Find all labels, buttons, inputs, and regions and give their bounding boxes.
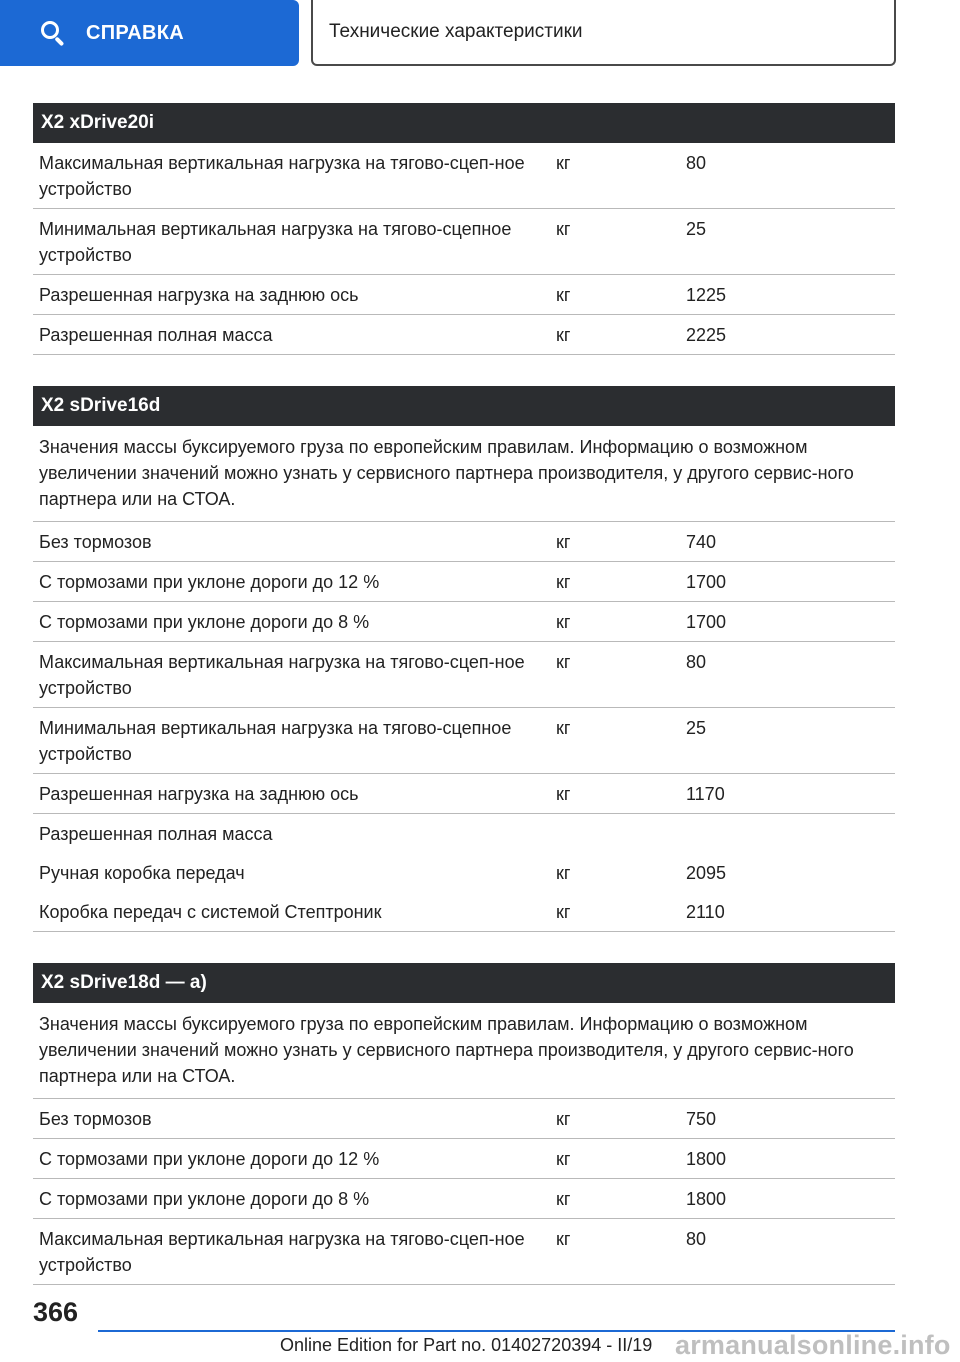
row-unit	[550, 814, 680, 853]
row-label: С тормозами при уклоне дороги до 8 %	[39, 612, 370, 632]
row-label: Коробка передач с системой Стептроник	[39, 902, 382, 922]
table-row	[33, 562, 895, 602]
row-label: Ручная коробка передач	[39, 863, 245, 883]
row-value: 740	[686, 532, 717, 552]
row-value: 1800	[686, 1189, 727, 1209]
block-title: X2 xDrive20i	[33, 103, 895, 143]
table-row	[33, 602, 895, 642]
row-value: 1170	[686, 784, 725, 804]
table-row	[33, 1099, 895, 1139]
row-value: 25	[686, 718, 707, 738]
table-row	[33, 275, 895, 315]
row-label: С тормозами при уклоне дороги до 8 %	[39, 1189, 370, 1209]
row-unit: кг	[556, 1189, 571, 1209]
table-row	[33, 315, 895, 355]
block-note: Значения массы буксируемого груза по европейским правилам. Информацию о возможном увеличении значений можно узнать у сервисного партнера производителя, у другого сервис-ного партнера или на СТОА.	[33, 1003, 895, 1099]
table-row	[33, 522, 895, 562]
search-icon	[40, 20, 66, 46]
row-unit: кг	[556, 219, 571, 239]
spec-tables	[33, 103, 895, 1316]
help-button[interactable]	[0, 0, 299, 66]
row-unit: кг	[556, 572, 571, 592]
row-label: Максимальная вертикальная нагрузка на тягово-сцеп-ное устройство	[39, 153, 525, 199]
watermark: armanualsonline.info	[675, 1330, 951, 1360]
row-unit: кг	[556, 863, 571, 883]
row-unit: кг	[556, 1149, 571, 1169]
row-unit: кг	[556, 153, 571, 173]
row-label: Минимальная вертикальная нагрузка на тягово-сцепное устройство	[39, 219, 512, 265]
row-unit: кг	[556, 902, 571, 922]
row-label: Разрешенная полная масса	[39, 824, 273, 844]
row-label: Максимальная вертикальная нагрузка на тягово-сцеп-ное устройство	[39, 1229, 525, 1275]
block-title: X2 sDrive16d	[33, 386, 895, 426]
help-label: СПРАВКА	[86, 21, 185, 44]
row-label: Минимальная вертикальная нагрузка на тягово-сцепное устройство	[39, 718, 512, 764]
table-row	[33, 814, 895, 853]
page-number: 366	[33, 1297, 79, 1327]
row-value: 25	[686, 219, 707, 239]
row-label: Разрешенная нагрузка на заднюю ось	[39, 784, 359, 804]
row-unit: кг	[556, 532, 571, 552]
table-row	[33, 209, 895, 275]
table-row	[33, 853, 895, 892]
row-value: 2225	[686, 325, 727, 345]
row-unit: кг	[556, 612, 571, 632]
row-value: 1700	[686, 572, 727, 592]
edition-text: Online Edition for Part no. 01402720394 - II/19	[280, 1335, 653, 1355]
row-unit: кг	[556, 1229, 571, 1249]
row-value: 1225	[686, 285, 727, 305]
row-value: 1800	[686, 1149, 727, 1169]
block-note: Значения массы буксируемого груза по европейским правилам. Информацию о возможном увеличении значений можно узнать у сервисного партнера производителя, у другого сервис-ного партнера или на СТОА.	[33, 426, 895, 522]
row-unit: кг	[556, 652, 571, 672]
table-row	[33, 1179, 895, 1219]
spec-block-x2-sdrive16d	[33, 386, 895, 932]
row-value: 1700	[686, 612, 727, 632]
top-bar	[0, 0, 960, 66]
table-row	[33, 708, 895, 774]
row-unit: кг	[556, 784, 571, 804]
row-label: С тормозами при уклоне дороги до 12 %	[39, 1149, 380, 1169]
row-value: 80	[686, 153, 707, 173]
row-unit: кг	[556, 718, 571, 738]
row-label: С тормозами при уклоне дороги до 12 %	[39, 572, 380, 592]
table-row	[33, 143, 895, 209]
row-label: Разрешенная полная масса	[39, 325, 273, 345]
table-row	[33, 1139, 895, 1179]
row-value: 80	[686, 652, 707, 672]
spec-block-x2-xdrive20i	[33, 103, 895, 355]
table-row	[33, 1219, 895, 1285]
row-value: 80	[686, 1229, 707, 1249]
row-label: Максимальная вертикальная нагрузка на тягово-сцеп-ное устройство	[39, 652, 525, 698]
row-unit: кг	[556, 325, 571, 345]
section-title: Технические характеристики	[311, 0, 896, 66]
row-unit: кг	[556, 285, 571, 305]
row-label: Без тормозов	[39, 1109, 152, 1129]
row-unit: кг	[556, 1109, 571, 1129]
block-title: X2 sDrive18d — a)	[33, 963, 895, 1003]
table-row	[33, 642, 895, 708]
table-row	[33, 774, 895, 814]
row-label: Без тормозов	[39, 532, 152, 552]
row-label: Разрешенная нагрузка на заднюю ось	[39, 285, 359, 305]
row-value: 750	[686, 1109, 717, 1129]
row-value	[680, 814, 895, 853]
spec-block-x2-sdrive18d	[33, 963, 895, 1285]
table-row	[33, 892, 895, 932]
row-value: 2110	[686, 902, 725, 922]
row-value: 2095	[686, 863, 727, 883]
